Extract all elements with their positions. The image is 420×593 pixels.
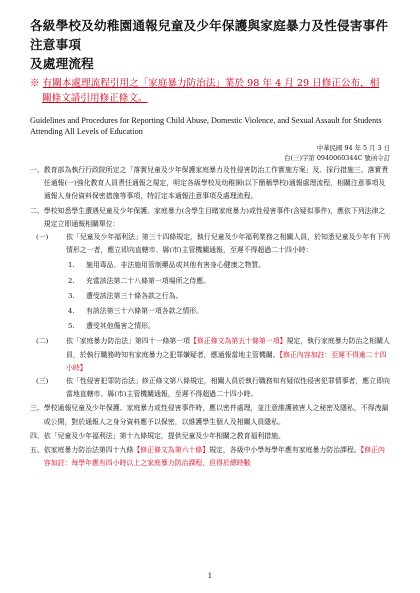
section-label: 五、 bbox=[30, 446, 44, 455]
amendment-note: 【修正條文為第六十條】 bbox=[133, 446, 210, 455]
notice-highlight: 家庭暴力防治法 bbox=[148, 78, 216, 89]
section-label: 三、 bbox=[30, 404, 44, 413]
section-text: 依「兒童及少年福利法」第十九條規定，提供兒童及少年相關之教育福利措施。 bbox=[43, 431, 285, 440]
doc-number: 台(三)字第 0940060344C 號函令訂 bbox=[284, 154, 390, 162]
subsection-2 bbox=[30, 335, 390, 375]
item-text: 遭受該法第三十條各款之行為。 bbox=[86, 291, 183, 300]
item-number: 3. bbox=[68, 291, 75, 300]
list-item bbox=[30, 320, 390, 333]
section-1 bbox=[30, 164, 390, 204]
item-number: 5. bbox=[68, 322, 75, 331]
subsection-1 bbox=[30, 231, 390, 257]
amendment-notice bbox=[30, 76, 390, 106]
subsection-3 bbox=[30, 375, 390, 401]
list-item bbox=[30, 275, 390, 288]
notice-text-1: 有關本處理流程引用之「 bbox=[42, 78, 149, 89]
section-text: 學校通報兒童及少年保護、家庭暴力或性侵害事件時，應以密件處理，並注意維護被害人之秘密及隱私，不得洩漏或公開，對於通報人之身分資料應予以保密，以維護學生個人及相關人員隱私。 bbox=[43, 404, 389, 426]
notice-text-3: 關條文請引用修正條文。 bbox=[42, 93, 148, 104]
section-label: 四、 bbox=[30, 431, 44, 440]
subsection-text: 依「兒童及少年福利法」第三十四條規定，執行兒童及少年福利業務之相關人員，於知悉兒童及少年有下列情形之一者，應立即向直轄市、縣(市)主管機關通報，至遲不得超過二十四小時： bbox=[66, 233, 390, 255]
list-item bbox=[30, 259, 390, 272]
amendment-note: 【修正內容加註：至遲不得逾二十四小時】 bbox=[66, 350, 387, 372]
section-2 bbox=[30, 205, 390, 231]
amendment-note: 【修正條文為第五十條第一項】 bbox=[190, 337, 287, 346]
item-text: 充當該法第二十八條第一項場所之侍應。 bbox=[86, 276, 211, 285]
document-title bbox=[30, 16, 390, 73]
item-number: 1. bbox=[68, 261, 75, 270]
item-number: 4. bbox=[68, 307, 75, 316]
subsection-text-part: 規定，執行家庭暴力防治之相關人員，於執行職務時知有家庭暴力之犯罪嫌疑者，應通報當地主管機關。 bbox=[66, 337, 390, 359]
date-line: 中華民國 94 年 5 月 3 日 bbox=[316, 144, 390, 152]
section-label: 一、 bbox=[30, 166, 44, 174]
item-text: 施用毒品、非法施用管制藥品或其他有害身心健康之物質。 bbox=[86, 261, 266, 270]
subsection-label: (三) bbox=[36, 377, 49, 386]
title-line-2: 及處理流程 bbox=[30, 56, 94, 71]
item-text: 有該法第三十六條第一項各款之情形。 bbox=[86, 307, 204, 316]
section-5 bbox=[30, 444, 390, 470]
english-title: Guidelines and Procedures for Reporting Child Abuse, Domestic Violence, and Sexual Assault for Students Attending All Levels of Education bbox=[30, 116, 382, 136]
section-text bbox=[44, 444, 390, 470]
subsection-text bbox=[66, 335, 390, 375]
section-3 bbox=[30, 402, 390, 428]
subsection-label: (一) bbox=[36, 233, 49, 242]
section-text-part: 依家庭暴力防治法第四十九條 bbox=[43, 446, 134, 455]
page-number: 1 bbox=[207, 572, 213, 580]
section-text: 教育部為執行行政院所定之「落實兒童及少年保護家庭暴力及性侵害防治工作實施方案」及、採行措施三、落實責任通報(一)強化教育人員責任通報之規定，明定各級學校及幼稚園(以下簡稱學校)通報處理流程，相關注意事項及通報人身份資料保密措施等事項，特訂定本通報注意事項及處理流程。 bbox=[43, 166, 389, 201]
item-number: 2. bbox=[68, 276, 75, 285]
list-item bbox=[30, 305, 390, 318]
title-line-1: 各級學校及幼稚園通報兒童及少年保護與家庭暴力及性侵害事件注意事項 bbox=[30, 18, 389, 52]
amendment-note: 【修正內容加註：每學年應有四小時以上之家庭暴力防治課程，但得於總時數 bbox=[43, 446, 385, 468]
section-text-part: 規定，各級中小學每學年應有家庭暴力防治課程。 bbox=[209, 446, 361, 455]
subsection-label: (二) bbox=[36, 337, 49, 346]
subsection-text-part: 依「家庭暴力防治法」第四十一條第一項 bbox=[66, 337, 191, 346]
list-item bbox=[30, 290, 390, 303]
section-label: 二、 bbox=[30, 206, 44, 215]
section-4 bbox=[30, 430, 390, 443]
subsection-text: 依「性侵害犯罪防治法」修正條文第八條規定，相關人員於執行職務知有疑似性侵害犯罪情事者，應立即向當地直轄市、縣(市)主管機關通報，至遲不得超過二十四小時。 bbox=[66, 377, 390, 399]
section-text: 學校知悉學生遭遇兒童及少年保護、家庭暴力(含學生目睹家庭暴力)或性侵害事件(含疑似事件)，應依下列法律之規定立即通報相關單位： bbox=[43, 206, 386, 228]
notice-text-2: 」業於 98 年 4 月 29 日修正公布，相 bbox=[215, 78, 380, 89]
item-list bbox=[30, 259, 390, 333]
item-text: 遭受其他傷害之情形。 bbox=[86, 322, 155, 331]
document-body bbox=[30, 164, 390, 470]
notice-mark: ※ bbox=[30, 78, 40, 89]
